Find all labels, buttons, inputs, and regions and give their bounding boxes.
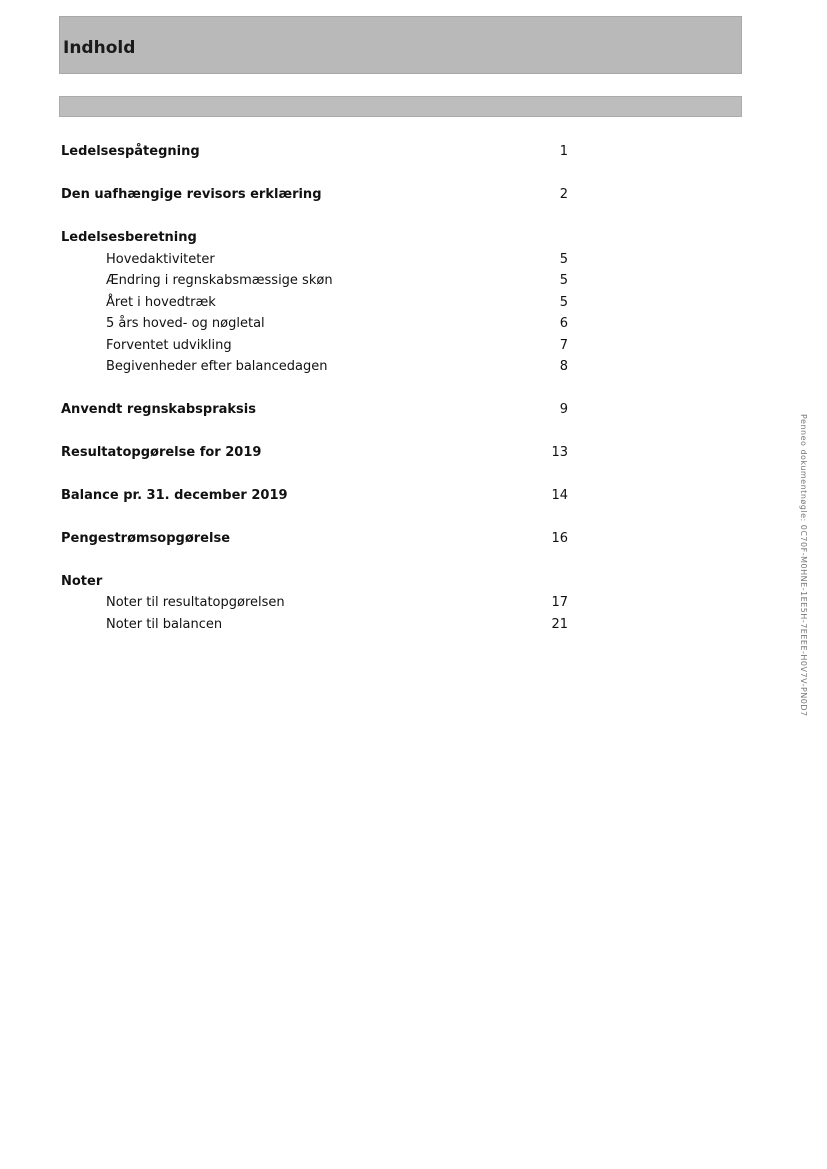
toc-entry-resultatopgoerelse[interactable] (61, 443, 571, 463)
toc-entry-pengestroemsopgoerelse[interactable] (61, 529, 571, 549)
toc-entry-page: 17 (551, 595, 568, 610)
toc-entry-aaret-i-hovedtraek[interactable] (106, 293, 571, 313)
toc-entry-page: 2 (559, 187, 568, 202)
toc-entry-label: Året i hovedtræk (106, 295, 216, 310)
toc-entry-balance[interactable] (61, 486, 571, 506)
document-key-stamp (796, 414, 810, 744)
toc-entry-page: 13 (551, 445, 568, 460)
toc-entry-page: 16 (551, 531, 568, 546)
toc-entry-forventet-udvikling[interactable] (106, 336, 571, 356)
toc-entry-label: Anvendt regnskabspraksis (61, 402, 256, 417)
toc-section-noter[interactable] (61, 572, 571, 592)
toc-entry-hovedaktiviteter[interactable] (106, 250, 571, 270)
toc-entry-ledelsespaategning[interactable] (61, 142, 571, 162)
toc-entry-page: 9 (559, 402, 568, 417)
toc-entry-page: 6 (559, 316, 568, 331)
toc-entry-regnskabspraksis[interactable] (61, 400, 571, 420)
toc-entry-page: 5 (559, 273, 568, 288)
toc-entry-page: 5 (559, 295, 568, 310)
toc-entry-page: 8 (559, 359, 568, 374)
toc-entry-label: Resultatopgørelse for 2019 (61, 445, 262, 460)
document-key-text: Penneo dokumentnøgle: 0C70F-M0HNE-1EE5H-7EEEE-H0V7V-PN0D7 (799, 414, 808, 717)
toc-entry-label: Noter til resultatopgørelsen (106, 595, 285, 610)
toc-entry-label: Ledelsespåtegning (61, 144, 200, 159)
toc-entry-label: Ændring i regnskabsmæssige skøn (106, 273, 333, 288)
toc-entry-label: 5 års hoved- og nøgletal (106, 316, 265, 331)
page-title: Indhold (63, 38, 136, 58)
toc-entry-label: Den uafhængige revisors erklæring (61, 187, 322, 202)
toc-entry-page: 21 (551, 617, 568, 632)
toc-section-ledelsesberetning[interactable] (61, 228, 571, 248)
toc-entry-noter-balancen[interactable] (106, 615, 571, 635)
toc-entry-aendring-skoen[interactable] (106, 271, 571, 291)
toc-entry-label: Pengestrømsopgørelse (61, 531, 231, 546)
toc-entry-page: 1 (559, 144, 568, 159)
toc-entry-label: Noter (61, 574, 103, 589)
toc-entry-page: 5 (559, 252, 568, 267)
toc-entry-revisors-erklaering[interactable] (61, 185, 571, 205)
toc-entry-label: Forventet udvikling (106, 338, 232, 353)
toc-entry-label: Begivenheder efter balancedagen (106, 359, 328, 374)
toc-entry-page: 7 (559, 338, 568, 353)
toc-entry-begivenheder[interactable] (106, 357, 571, 377)
toc-entry-noter-resultatopgoerelsen[interactable] (106, 593, 571, 613)
toc-entry-label: Balance pr. 31. december 2019 (61, 488, 288, 503)
toc-entry-page: 14 (551, 488, 568, 503)
toc-entry-noegletal[interactable] (106, 314, 571, 334)
toc-entry-label: Noter til balancen (106, 617, 223, 632)
toc-entry-label: Ledelsesberetning (61, 230, 197, 245)
toc-entry-label: Hovedaktiviteter (106, 252, 215, 267)
